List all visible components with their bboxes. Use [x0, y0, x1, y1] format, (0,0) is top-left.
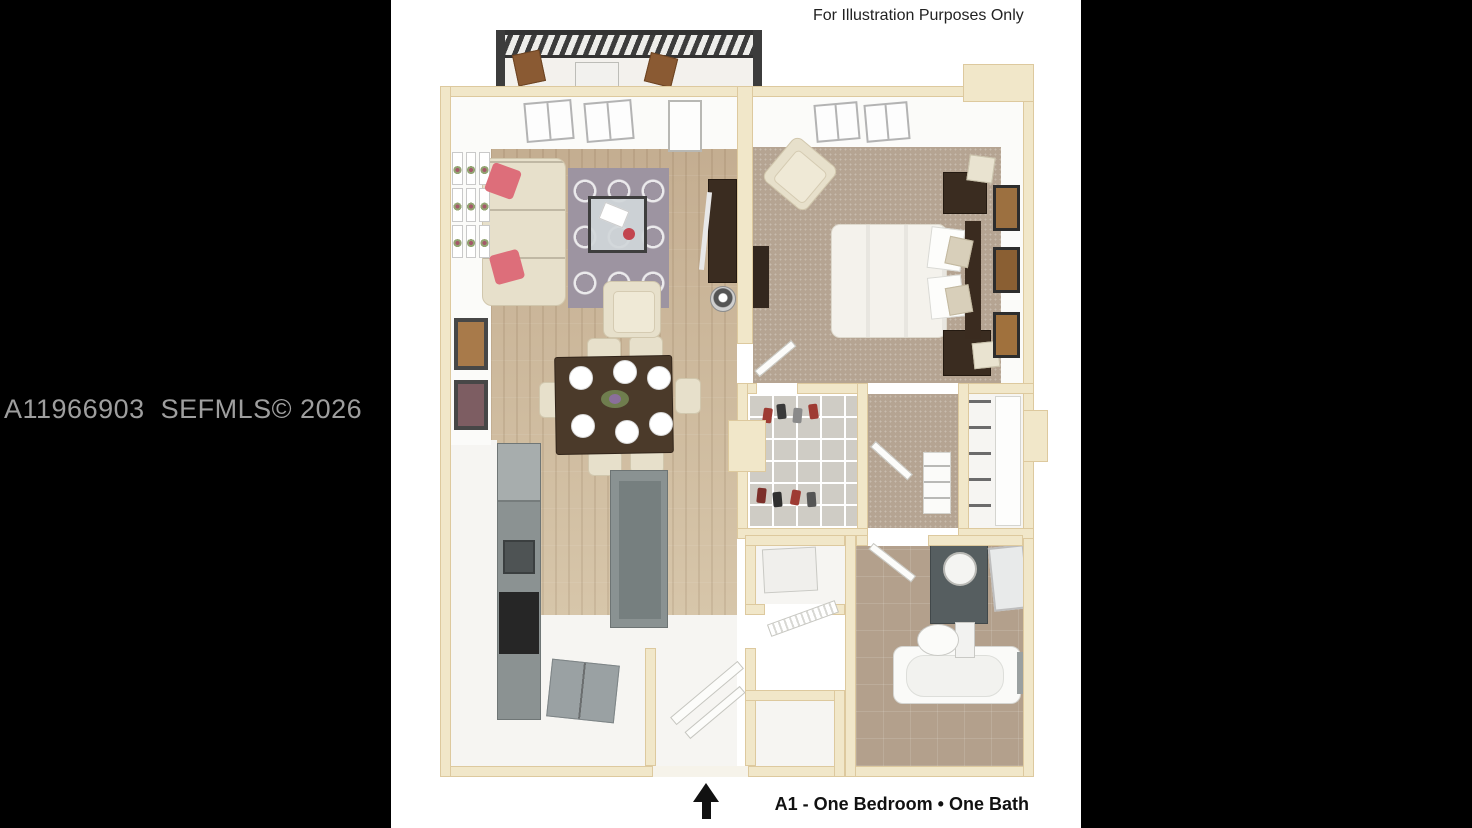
wall-column [963, 64, 1034, 102]
balcony-door [668, 100, 702, 152]
exterior-wall-bottom [440, 766, 653, 777]
living-bedroom-wall [737, 86, 753, 344]
armchair [603, 281, 661, 338]
floor-speaker [710, 286, 736, 312]
picture-frame [452, 225, 463, 258]
clothes-item [756, 488, 767, 504]
exterior-wall-bottom [748, 766, 1034, 777]
picture-frame [993, 247, 1020, 293]
picture-frame [452, 152, 463, 185]
entry-closet-wall-top [745, 690, 845, 701]
dining-chair [675, 378, 701, 414]
linen-wall-left [958, 383, 969, 539]
clothes-item [808, 403, 819, 419]
bathroom-wall-top [928, 535, 1023, 546]
entry-closet-wall-right [834, 690, 845, 777]
laundry-wall-bottom [745, 604, 765, 615]
plate [647, 366, 671, 390]
picture-frame [466, 152, 477, 185]
balcony-railing-right [753, 30, 762, 90]
picture-frame [479, 188, 490, 221]
picture-frame [454, 380, 488, 430]
centerpiece-flowers [609, 394, 621, 404]
clothes-item [776, 404, 787, 420]
entry-closet-floor [756, 701, 834, 766]
plate [569, 366, 593, 390]
living-window [523, 99, 574, 143]
accent-pillow [945, 284, 973, 316]
laundry-wall-left [745, 535, 756, 615]
north-arrow-stem [702, 802, 711, 819]
water-heater [762, 547, 818, 594]
hall-dresser [923, 452, 951, 514]
balcony-railing-left [496, 30, 505, 90]
entry-threshold [653, 766, 748, 777]
entry-wall-right [745, 648, 756, 766]
plate [613, 360, 637, 384]
picture-frame [466, 225, 477, 258]
north-arrow-icon [693, 783, 719, 819]
bathroom-wall-top [856, 535, 868, 546]
floorplan-image [391, 0, 1081, 828]
armchair-seat [613, 291, 655, 333]
entry-wall-left [645, 648, 656, 766]
linen-shelf [969, 478, 991, 481]
picture-frame [452, 188, 463, 221]
flower-decor [623, 228, 635, 240]
linen-door-panel [995, 396, 1021, 526]
disclaimer-text: For Illustration Purposes Only [813, 7, 1024, 24]
kitchen-island [610, 470, 668, 628]
bedroom-window [863, 101, 910, 143]
living-window [583, 99, 634, 143]
refrigerator [498, 444, 540, 502]
linen-closet-wall [958, 383, 1034, 394]
linen-shelf [969, 504, 991, 507]
gallery-frames [452, 152, 490, 258]
floorplan-caption: A1 - One Bedroom • One Bath [774, 794, 1029, 814]
north-arrow-head [693, 783, 719, 802]
bath-sink [943, 552, 977, 586]
wall-bump [1023, 410, 1048, 462]
clothes-item [792, 408, 802, 424]
picture-frame [466, 188, 477, 221]
wall-column [728, 420, 766, 472]
linen-shelf [969, 452, 991, 455]
plate [649, 412, 673, 436]
mls-watermark: A11966903 SEFMLS© 2026 [4, 394, 363, 424]
picture-frame [479, 225, 490, 258]
kitchen-sink [503, 540, 535, 574]
laundry-louver-door [767, 600, 839, 637]
laundry-wall-top [745, 535, 845, 546]
bathroom-wall-left [845, 535, 856, 777]
tv-console [708, 179, 737, 283]
picture-frame [993, 185, 1020, 231]
closet-wall-right [857, 383, 868, 539]
picture-frame [993, 312, 1020, 358]
stove [499, 592, 539, 654]
clothes-item [806, 492, 816, 508]
table-lamp [966, 154, 995, 183]
picture-frame [454, 318, 488, 370]
toilet-bowl [917, 624, 959, 656]
plate [615, 420, 639, 444]
linen-shelf [969, 426, 991, 429]
island-top [619, 481, 661, 619]
plate [571, 414, 595, 438]
clothes-item [772, 492, 782, 508]
exterior-wall-left [440, 86, 451, 777]
bedroom-window [813, 101, 860, 143]
storage-bench [546, 659, 620, 724]
linen-shelf [969, 400, 991, 403]
bedroom-dresser [753, 246, 769, 308]
bathtub-basin [906, 655, 1004, 697]
